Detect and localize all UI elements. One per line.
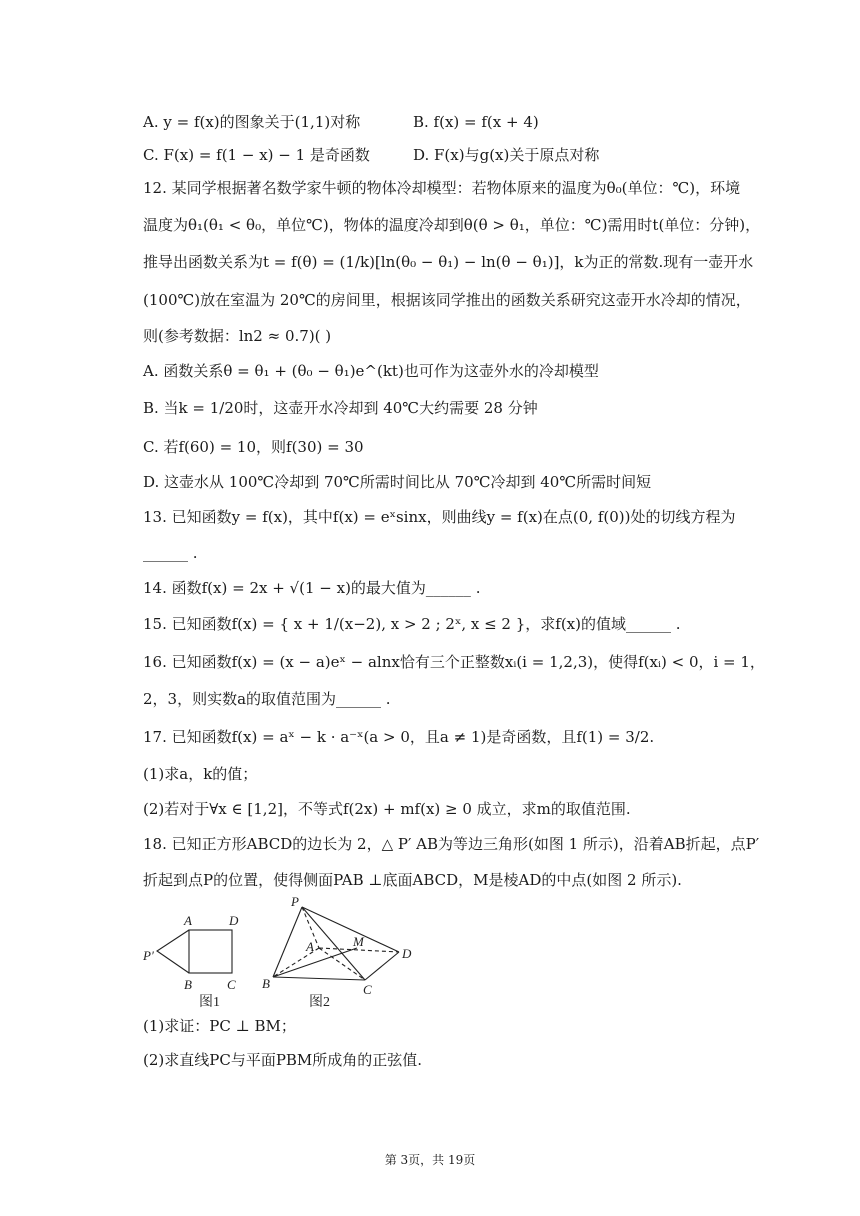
fig1-label-d: D xyxy=(229,913,239,928)
figure-1-drawing xyxy=(157,930,232,973)
fig2-edge-cd xyxy=(365,952,399,980)
q13-text-line-1: 13. 已知函数y = f(x)，其中f(x) = eˣsinx，则曲线y = f(x)在点(0, f(0))处的切线方程为 xyxy=(143,508,736,526)
q14-text: 14. 函数f(x) = 2x + √(1 − x)的最大值为______ . xyxy=(143,579,481,597)
fig2-label-a: A xyxy=(306,939,314,954)
fig2-label-p: P xyxy=(291,894,299,909)
q12-option-b: B. 当k = 1/20时，这壶开水冷却到 40℃大约需要 28 分钟 xyxy=(143,399,538,417)
fig2-label-b: B xyxy=(262,976,270,991)
fig1-label-p: P′ xyxy=(143,948,154,963)
q17-part-1: (1)求a，k的值； xyxy=(143,765,258,783)
q12-option-c: C. 若f(60) = 10，则f(30) = 30 xyxy=(143,438,364,456)
q12-option-d: D. 这壶水从 100℃冷却到 70℃所需时间比从 70℃冷却到 40℃所需时间短 xyxy=(143,473,652,491)
geometry-figure xyxy=(141,893,431,1013)
q16-text-line-2: 2，3，则实数a的取值范围为______ . xyxy=(143,690,391,708)
q12-text-line-2: 温度为θ₁(θ₁ < θ₀，单位℃)，物体的温度冷却到θ(θ > θ₁，单位：℃)需用时t(单位：分钟)， xyxy=(143,216,761,234)
fig2-edge-bm xyxy=(273,948,357,977)
q11-options-row-2 xyxy=(143,145,600,165)
q18-part-1: (1)求证：PC ⊥ BM； xyxy=(143,1017,296,1035)
q17-text: 17. 已知函数f(x) = aˣ − k · a⁻ˣ(a > 0，且a ≠ 1)是奇函数，且f(1) = 3/2. xyxy=(143,728,655,746)
q18-part-2: (2)求直线PC与平面PBM所成角的正弦值. xyxy=(143,1051,423,1069)
q12-text-line-4: (100℃)放在室温为 20℃的房间里，根据该同学推出的函数关系研究这壶开水冷却的情况， xyxy=(143,291,751,309)
fig2-label-m: M xyxy=(353,934,364,949)
q18-text-line-2: 折起到点P的位置，使得侧面PAB ⊥底面ABCD，M是棱AD的中点(如图 2 所示). xyxy=(143,871,682,889)
figure-2-drawing xyxy=(273,907,399,980)
q12-text-line-3: 推导出函数关系为t = f(θ) = (1/k)[ln(θ₀ − θ₁) − ln(θ − θ₁)]，k为正的常数.现有一壶开水 xyxy=(143,253,754,271)
fig1-triangle xyxy=(157,930,189,973)
fig2-label-d: D xyxy=(402,946,412,961)
q12-option-a: A. 函数关系θ = θ₁ + (θ₀ − θ₁)e^(kt)也可作为这壶外水的冷却模型 xyxy=(143,362,599,380)
fig1-caption: 图1 xyxy=(199,995,220,1010)
fig1-square xyxy=(189,930,232,973)
q11-options-row-1 xyxy=(143,112,539,132)
q17-part-2: (2)若对于∀x ∈ [1,2]，不等式f(2x) + mf(x) ≥ 0 成立，求m的取值范围. xyxy=(143,800,631,818)
q15-text: 15. 已知函数f(x) = { x + 1/(x−2), x > 2 ; 2ˣ, x ≤ 2 }，求f(x)的值域______ . xyxy=(143,615,681,633)
fig2-edge-pb xyxy=(273,907,302,977)
fig1-label-c: C xyxy=(227,977,236,992)
q12-text-line-1: 12. 某同学根据著名数学家牛顿的物体冷却模型：若物体原来的温度为θ₀(单位：℃)，环境 xyxy=(143,179,741,197)
q16-text-line-1: 16. 已知函数f(x) = (x − a)eˣ − alnx恰有三个正整数xᵢ(i = 1,2,3)，使得f(xᵢ) < 0，i = 1， xyxy=(143,653,765,671)
q18-text-line-1: 18. 已知正方形ABCD的边长为 2，△ P′ AB为等边三角形(如图 1 所示)，沿着AB折起，点P′ xyxy=(143,835,760,853)
fig2-edge-pd xyxy=(302,907,399,952)
page-footer: 第 3页，共 19页 xyxy=(384,1153,476,1167)
fig2-edge-bc xyxy=(273,977,365,980)
fig1-label-b: B xyxy=(184,977,192,992)
geometry-figure-svg xyxy=(141,893,431,1013)
q11-option-b: B. f(x) = f(x + 4) xyxy=(413,113,539,131)
fig1-label-a: A xyxy=(184,913,192,928)
fig2-label-c: C xyxy=(363,982,372,997)
q12-text-line-5: 则(参考数据：ln2 ≈ 0.7)( ) xyxy=(143,327,332,345)
q13-text-line-2: ______ . xyxy=(143,544,198,562)
q11-option-d: D. F(x)与g(x)关于原点对称 xyxy=(413,146,600,164)
fig2-caption: 图2 xyxy=(309,995,330,1010)
q11-option-a: A. y = f(x)的图象关于(1,1)对称 xyxy=(143,113,361,131)
q11-option-c: C. F(x) = f(1 − x) − 1 是奇函数 xyxy=(143,146,370,164)
